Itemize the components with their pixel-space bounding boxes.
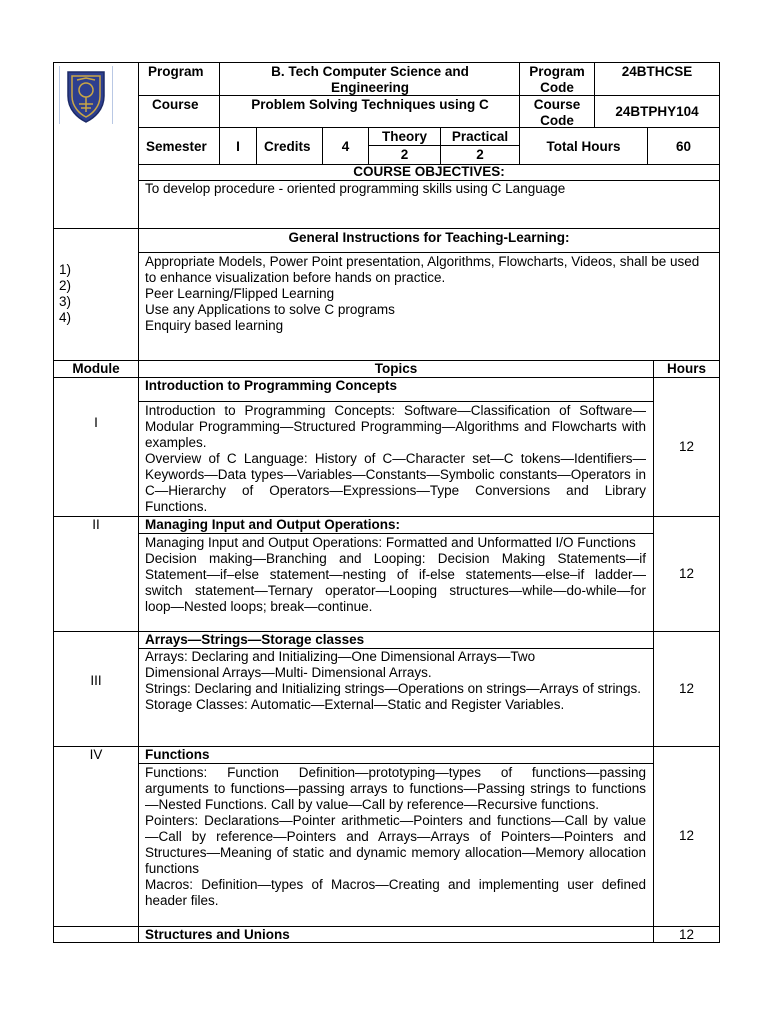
total-hours-label: Total Hours <box>546 139 621 154</box>
practical-label: Practical <box>451 129 509 144</box>
program-value: B. Tech Computer Science and Engineering <box>271 64 469 95</box>
module-topics <box>145 403 646 515</box>
credits-value: 4 <box>341 139 350 154</box>
topic-paragraph: Overview of C Language: History of C—Character set—C tokens—Identifiers—Keywords—Data types—Variables—Constants—Symbolic constants—Operators in C—Hierarchy of Operators—Expressions—Type Conversions and Library Functions. <box>145 451 646 514</box>
module-title: Structures and Unions <box>145 927 290 942</box>
topic-paragraph: Decision making—Branching and Looping: Decision Making Statements—if Statement—if–else statement—nesting of if-else statements—else–if ladder—switch statement—Ternary operator—Looping structures—while—do-while—for loop—Nested loops; break—continue. <box>145 551 646 614</box>
topic-paragraph: Strings: Declaring and Initializing strings—Operations on strings—Arrays of strings. <box>145 681 641 696</box>
topic-paragraph: Introduction to Programming Concepts: Software—Classification of Software—Modular Programming—Structured Programming—Algorithms and Flowcharts with examples. <box>145 403 646 450</box>
theory-label: Theory <box>381 129 427 144</box>
module-id: III <box>90 673 102 688</box>
credits-label: Credits <box>264 139 311 154</box>
module-hours: 12 <box>678 566 695 581</box>
instruction-item: Peer Learning/Flipped Learning <box>145 286 335 301</box>
topic-paragraph: Storage Classes: Automatic—External—Static and Register Variables. <box>145 697 565 712</box>
topic-paragraph: Pointers: Declarations—Pointer arithmetic—Pointers and functions—Call by value—Call by reference—Pointers and Arrays—Arrays of Pointers—Pointers and Structures—Meaning of static and dynamic memory allocation—Memory allocation functions <box>145 813 646 876</box>
total-hours-value: 60 <box>675 139 692 154</box>
module-hours: 12 <box>678 681 695 696</box>
module-id: I <box>94 415 98 430</box>
semester-value: I <box>236 139 240 154</box>
module-column-header: Module <box>72 361 120 376</box>
university-crest-icon <box>60 66 112 124</box>
objectives-title: COURSE OBJECTIVES: <box>353 164 505 179</box>
module-topics <box>145 765 646 909</box>
instruction-item: Appropriate Models, Power Point presentation, Algorithms, Flowcharts, Videos, shall be used to enhance visualization before hands on practice. <box>145 254 700 285</box>
course-value: Problem Solving Techniques using C <box>251 97 489 112</box>
practical-value: 2 <box>476 147 484 162</box>
university-logo <box>59 66 113 124</box>
module-hours: 12 <box>678 927 695 942</box>
instruction-numbers <box>59 262 71 326</box>
topic-paragraph: Managing Input and Output Operations: Formatted and Unformatted I/O Functions <box>145 535 636 550</box>
topic-paragraph: Macros: Definition—types of Macros—Creating and implementing user defined header files. <box>145 877 646 908</box>
module-topics <box>145 649 646 713</box>
instruction-list <box>145 254 711 334</box>
module-title: Arrays—Strings—Storage classes <box>145 632 365 647</box>
topic-paragraph: Functions: Function Definition—prototyping—types of functions—passing arguments to functions—passing arrays to functions—Passing strings to functions—Nested Functions. Call by value—Call by reference—Recursive functions. <box>145 765 646 812</box>
instruction-number: 2) <box>59 278 72 293</box>
theory-value: 2 <box>400 147 409 162</box>
module-title: Functions <box>145 747 210 762</box>
instruction-number: 4) <box>59 310 72 325</box>
module-hours: 12 <box>678 828 695 843</box>
semester-label: Semester <box>146 139 207 154</box>
program-label: Program <box>148 64 204 79</box>
module-title: Introduction to Programming Concepts <box>145 378 397 393</box>
course-code-label: Course Code <box>533 97 581 128</box>
instruction-item: Use any Applications to solve C programs <box>145 302 395 317</box>
topic-paragraph: Arrays: Declaring and Initializing—One Dimensional Arrays—Two Dimensional Arrays—Multi- Dimensional Arrays. <box>145 649 536 680</box>
course-label: Course <box>152 97 199 112</box>
instruction-number: 3) <box>59 294 72 309</box>
module-id: II <box>92 517 100 532</box>
program-code-value: 24BTHCSE <box>621 64 693 79</box>
module-topics <box>145 535 646 615</box>
module-hours: 12 <box>678 439 695 454</box>
module-title: Managing Input and Output Operations: <box>145 517 400 532</box>
course-code-value: 24BTPHY104 <box>615 104 699 119</box>
instruction-number: 1) <box>59 262 72 277</box>
topics-column-header: Topics <box>374 361 418 376</box>
hours-column-header: Hours <box>666 361 706 376</box>
objectives-text: To develop procedure - oriented programming skills using C Language <box>145 181 566 196</box>
instructions-title: General Instructions for Teaching-Learning: <box>288 230 570 245</box>
module-id: IV <box>89 747 103 762</box>
instruction-item: Enquiry based learning <box>145 318 284 333</box>
program-code-label: Program Code <box>529 64 585 95</box>
